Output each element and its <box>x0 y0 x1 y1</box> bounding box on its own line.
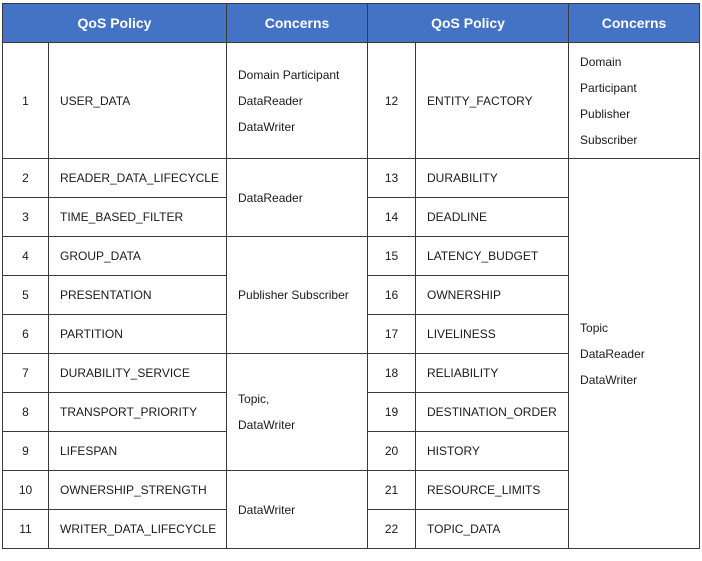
row-number: 7 <box>3 354 49 393</box>
concern-line: DataWriter <box>580 372 638 387</box>
header-row <box>3 4 700 43</box>
concern-line: DataReader <box>580 346 645 361</box>
concern-line: DataWriter <box>238 418 296 432</box>
row-number: 18 <box>368 354 416 393</box>
policy-name: READER_DATA_LIFECYCLE <box>49 159 227 198</box>
concern-cell <box>227 159 368 237</box>
concern-line: Participant <box>580 80 637 95</box>
row-number: 14 <box>368 198 416 237</box>
concern-line: DataWriter <box>238 502 296 517</box>
row-number: 5 <box>3 276 49 315</box>
policy-name: TIME_BASED_FILTER <box>49 198 227 237</box>
policy-name: DEADLINE <box>416 198 569 237</box>
concern-cell <box>227 354 368 471</box>
row-number: 4 <box>3 237 49 276</box>
policy-name: GROUP_DATA <box>49 237 227 276</box>
header-concerns-left: Concerns <box>227 4 368 43</box>
concern-cell <box>227 43 368 159</box>
header-concerns-right: Concerns <box>569 4 700 43</box>
policy-name: LIFESPAN <box>49 432 227 471</box>
concern-line: Domain Participant <box>238 67 340 82</box>
row-number: 3 <box>3 198 49 237</box>
row-number: 9 <box>3 432 49 471</box>
policy-name: ENTITY_FACTORY <box>416 43 569 159</box>
concern-line: Domain <box>580 54 622 69</box>
policy-name: TOPIC_DATA <box>416 510 569 549</box>
row-number: 16 <box>368 276 416 315</box>
row-number: 2 <box>3 159 49 198</box>
policy-name: LIVELINESS <box>416 315 569 354</box>
concern-line: Publisher Subscriber <box>238 288 349 302</box>
concern-line: Topic <box>580 320 609 335</box>
policy-name: WRITER_DATA_LIFECYCLE <box>49 510 227 549</box>
policy-name: PARTITION <box>49 315 227 354</box>
row-number: 17 <box>368 315 416 354</box>
row-number: 1 <box>3 43 49 159</box>
policy-name: PRESENTATION <box>49 276 227 315</box>
policy-name: DESTINATION_ORDER <box>416 393 569 432</box>
row-number: 22 <box>368 510 416 549</box>
policy-name: DURABILITY <box>416 159 569 198</box>
policy-name: HISTORY <box>416 432 569 471</box>
policy-name: RESOURCE_LIMITS <box>416 471 569 510</box>
header-qos-policy-right: QoS Policy <box>368 4 569 43</box>
policy-name: TRANSPORT_PRIORITY <box>49 393 227 432</box>
row-number: 15 <box>368 237 416 276</box>
concern-cell <box>227 471 368 549</box>
table-row <box>3 159 700 198</box>
policy-name: USER_DATA <box>49 43 227 159</box>
concern-line: Publisher <box>580 106 631 121</box>
policy-name: DURABILITY_SERVICE <box>49 354 227 393</box>
concern-line: Subscriber <box>580 132 638 147</box>
concern-line: DataReader <box>238 190 303 205</box>
concern-cell <box>227 237 368 354</box>
policy-name: OWNERSHIP <box>416 276 569 315</box>
policy-name: RELIABILITY <box>416 354 569 393</box>
row-number: 10 <box>3 471 49 510</box>
policy-name: LATENCY_BUDGET <box>416 237 569 276</box>
policy-name: OWNERSHIP_STRENGTH <box>49 471 227 510</box>
row-number: 11 <box>3 510 49 549</box>
qos-policy-table <box>2 3 700 549</box>
row-number: 12 <box>368 43 416 159</box>
concern-cell <box>569 43 700 159</box>
concern-line: DataReader <box>238 93 303 108</box>
header-qos-policy-left: QoS Policy <box>3 4 227 43</box>
row-number: 21 <box>368 471 416 510</box>
table-row <box>3 43 700 159</box>
concern-cell <box>569 159 700 549</box>
concern-line: Topic, <box>238 392 270 406</box>
row-number: 19 <box>368 393 416 432</box>
row-number: 13 <box>368 159 416 198</box>
concern-line: DataWriter <box>238 119 296 134</box>
row-number: 20 <box>368 432 416 471</box>
row-number: 6 <box>3 315 49 354</box>
row-number: 8 <box>3 393 49 432</box>
